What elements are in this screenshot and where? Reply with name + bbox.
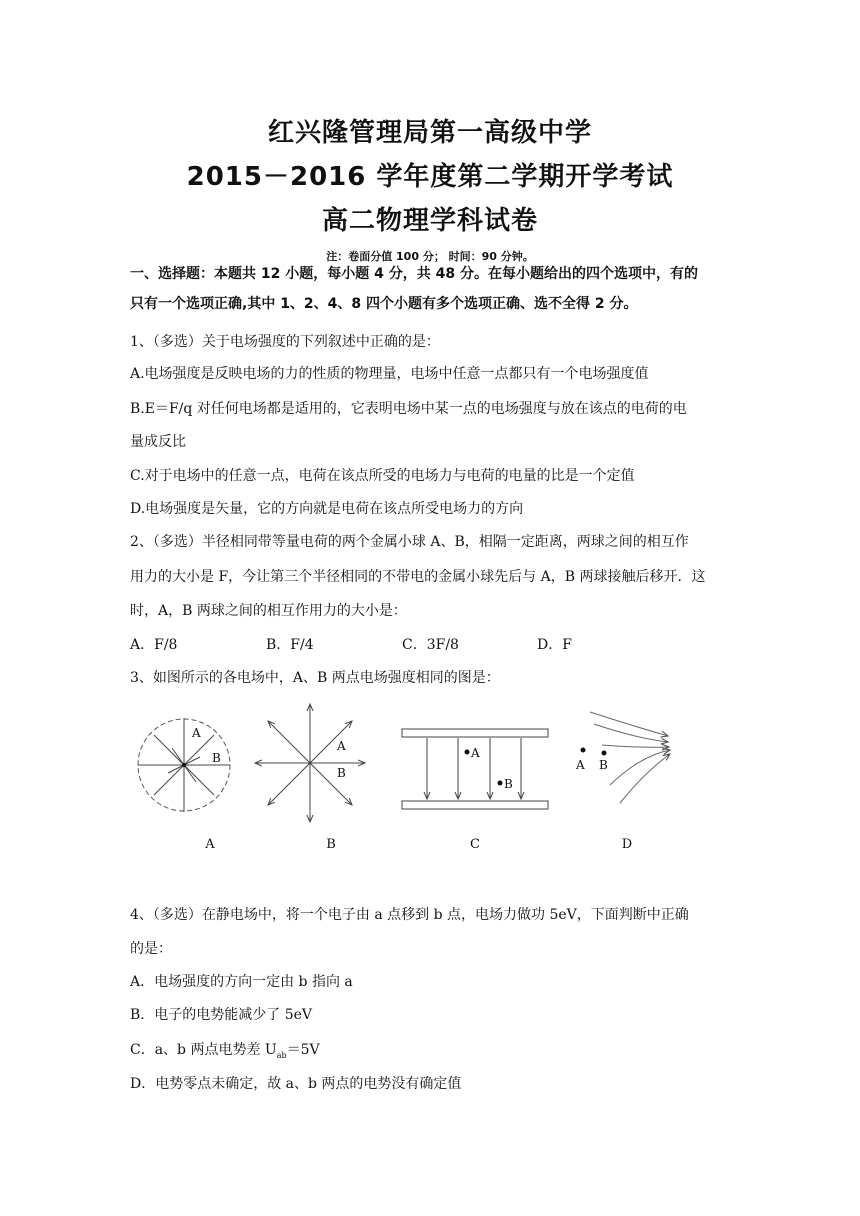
section-heading-line1: 一、选择题：本题共 12 小题，每小题 4 分，共 48 分。在每小题给出的四个选项中，有的 (130, 266, 698, 282)
figure-c-point-a-label: A (471, 746, 480, 760)
figure-a-point-charge (138, 718, 230, 812)
q4-stem-line1: 4、（多选）在静电场中，将一个电子由 a 点移到 b 点，电场力做功 5eV，下面判断中正确 (130, 907, 689, 923)
figure-caption-b: B (326, 837, 336, 852)
q4-option-b: B．电子的电势能减少了 5eV (130, 1007, 313, 1023)
figure-b-point-b-label: B (337, 766, 346, 780)
q2-option-b: B．F/4 (266, 637, 314, 653)
q3-stem: 3、如图所示的各电场中，A、B 两点电场强度相同的图是： (130, 670, 500, 686)
figure-caption-d: D (621, 837, 633, 852)
figure-b-point-a-label: A (337, 739, 346, 753)
q4-option-c (130, 1039, 320, 1060)
q4-stem-line2: 的是： (130, 941, 172, 957)
exam-title: 2015－2016 学年度第二学期开学考试 (186, 162, 674, 192)
q2-stem-line1: 2、（多选）半径相同带等量电荷的两个金属小球 A、B，相隔一定距离，两球之间的相互作 (130, 534, 689, 550)
figure-d-point-a-label: A (576, 758, 585, 772)
exam-note: 注：卷面分值 100 分； 时间：90 分钟。 (326, 250, 534, 263)
q1-option-b-cont: 量成反比 (130, 434, 186, 450)
section-heading-line2: 只有一个选项正确,其中 1、2、4、8 四个小题有多个选项正确、选不全得 2 分。 (130, 296, 638, 312)
q4-option-c-subscript: ab (276, 1050, 287, 1060)
figure-b-radial-field (255, 704, 365, 822)
school-title: 红兴隆管理局第一高级中学 (267, 118, 592, 148)
q4-option-c-text: C．a、b 两点电势差 U (130, 1042, 277, 1058)
q4-option-d: D．电势零点未确定，故 a、b 两点的电势没有确定值 (130, 1076, 462, 1092)
q2-option-c: C．3F/8 (402, 637, 459, 653)
q1-option-b: B.E＝F/q 对任何电场都是适用的，它表明电场中某一点的电场强度与放在该点的电荷的电 (130, 401, 687, 417)
q1-option-a: A.电场强度是反映电场的力的性质的物理量，电场中任意一点都只有一个电场强度值 (130, 366, 649, 382)
figure-d-point-b-label: B (599, 758, 608, 772)
q4-option-c-value: ＝5V (286, 1042, 320, 1058)
q4-option-a: A．电场强度的方向一定由 b 指向 a (130, 974, 353, 990)
figure-d-curved-field (575, 712, 670, 803)
figure-a-point-b-label: B (212, 751, 221, 765)
figure-caption-c: C (470, 837, 480, 852)
subject-title: 高二物理学科试卷 (321, 206, 538, 236)
q1-option-d: D.电场强度是矢量，它的方向就是电荷在该点所受电场力的方向 (130, 501, 524, 517)
figure-caption-a: A (205, 837, 215, 852)
q1-stem: 1、（多选）关于电场强度的下列叙述中正确的是： (130, 334, 440, 350)
q2-option-a: A．F/8 (130, 637, 178, 653)
q1-option-c: C.对于电场中的任意一点，电荷在该点所受的电场力与电荷的电量的比是一个定值 (130, 468, 635, 484)
q2-stem-line2: 用力的大小是 F，今让第三个半径相同的不带电的金属小球先后与 A，B 两球接触后移开．这 (130, 569, 706, 585)
figure-c-point-b-label: B (504, 777, 513, 791)
figure-a-point-a-label: A (192, 726, 201, 740)
q2-stem-line3: 时，A，B 两球之间的相互作用力的大小是： (130, 603, 407, 619)
q2-option-d: D．F (537, 637, 572, 653)
figure-c-parallel-plates (402, 729, 548, 809)
